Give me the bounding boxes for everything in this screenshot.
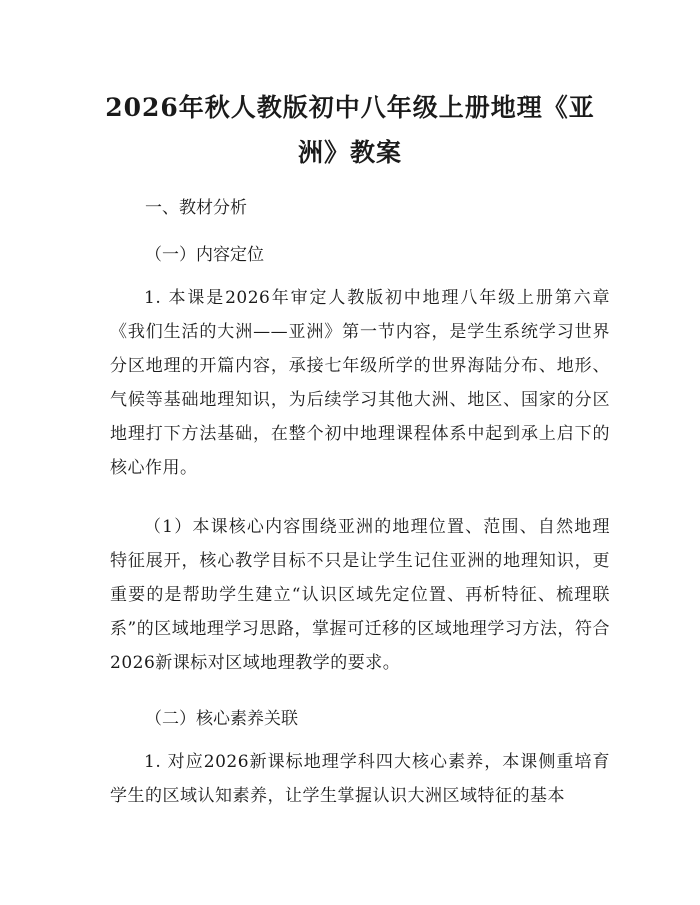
paragraph-core-literacy-1: 1. 对应2026新课标地理学科四大核心素养，本课侧重培育学生的区域认知素养，让学生掌握认识大洲区域特征的基本 xyxy=(110,752,610,806)
section-heading-textbook-analysis: 一、教材分析 xyxy=(145,198,247,218)
document-title-line-1: 2026年秋人教版初中八年级上册地理《亚 xyxy=(105,93,595,122)
paragraph-content-positioning-2: （1）本课核心内容围绕亚洲的地理位置、范围、自然地理特征展开，核心教学目标不只是让学生记住亚洲的地理知识，更重要的是帮助学生建立“认识区域先定位置、再析特征、梳理联系”的区域地理学习思路，掌握可迁移的区域地理学习方法，符合2026新课标对区域地理教学的要求。 xyxy=(110,517,610,673)
subsection-heading-core-literacy: （二）核心素养关联 xyxy=(145,709,298,729)
paragraph-content-positioning-1: 1. 本课是2026年审定人教版初中地理八年级上册第六章《我们生活的大洲——亚洲》第一节内容，是学生系统学习世界分区地理的开篇内容，承接七年级所学的世界海陆分布、地形、气候等基础地理知识，为后续学习其他大洲、地区、国家的分区地理打下方法基础，在整个初中地理课程体系中起到承上启下的核心作用。 xyxy=(110,288,610,478)
subsection-heading-content-positioning: （一）内容定位 xyxy=(145,245,264,265)
document-title-line-2: 洲》教案 xyxy=(297,138,402,167)
